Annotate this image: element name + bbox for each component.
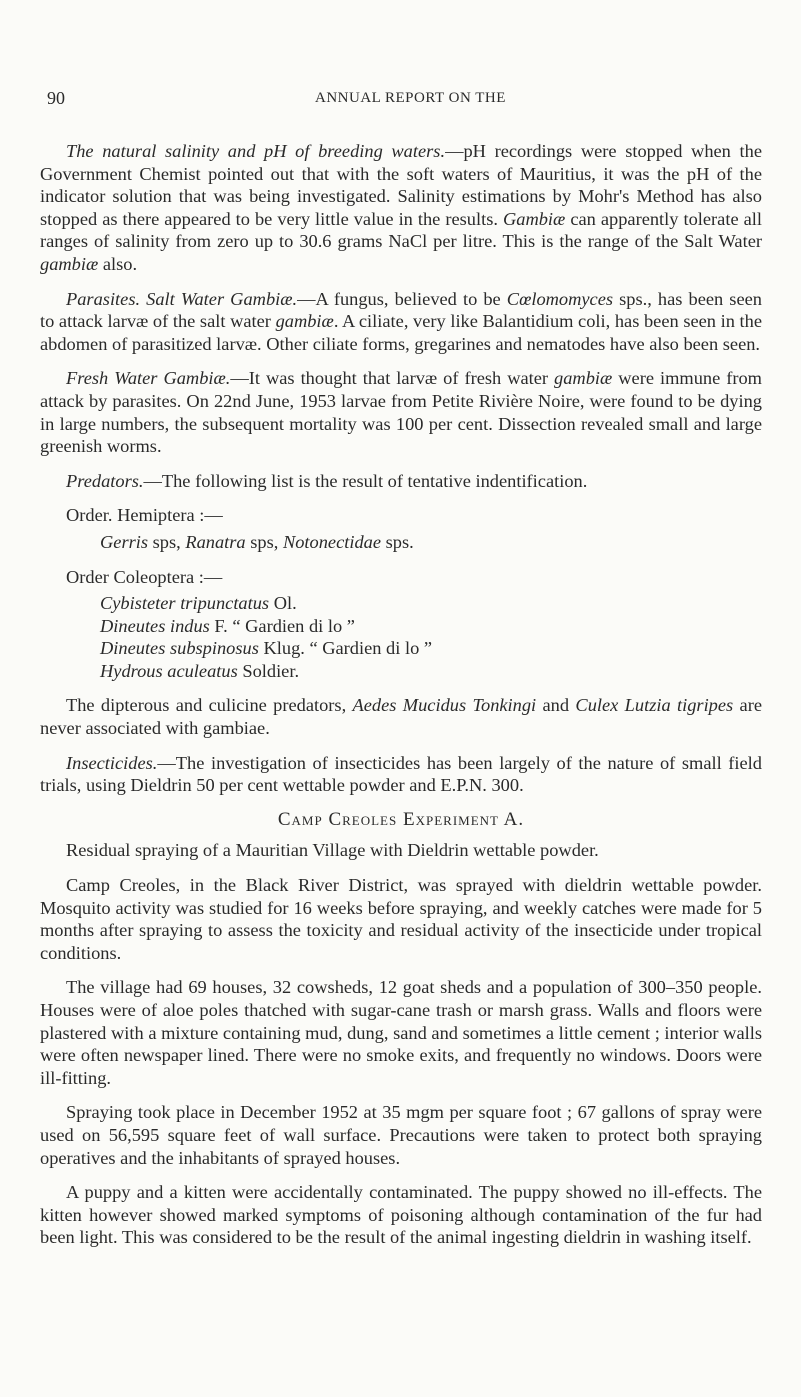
parasites-text-1: —A fungus, believed to be: [297, 288, 507, 309]
page-header: [0, 88, 801, 112]
fresh-text-1: —It was thought that larvæ of fresh water: [230, 368, 555, 389]
taxon-culex: Culex Lutzia tigripes: [575, 695, 734, 716]
page-number: 90: [47, 88, 65, 108]
taxon-name: Cybisteter tripunctatus: [100, 593, 270, 614]
paragraph-predators: [40, 470, 762, 493]
order-coleoptera: Order Coleoptera :—: [66, 566, 223, 587]
taxon-name: Dineutes subspinosus: [100, 638, 259, 659]
insecticides-text: —The investigation of insecticides has been largely of the nature of small field trials, using Dieldrin 50 per cent wettable powder and E.P.N. 300.: [40, 752, 762, 796]
paragraph-salinity: [40, 140, 762, 276]
paragraph-experiment-3: The village had 69 houses, 32 cowsheds, 12 goat sheds and a population of 300–350 people. Houses were of aloe poles thatched with sugar-cane trash or marsh grass. Walls and floors were plastered with a mixture containing mud, dung, sand and sometimes a little cement ; interior walls were often newspaper lined. There were no smoke exits, and frequently no windows. Doors were ill-fitting.: [40, 977, 762, 1088]
paragraph-experiment-2: Camp Creoles, in the Black River District, was sprayed with dieldrin wettable powder. Mosquito activity was studied for 16 weeks before spraying, and weekly catches were made for 5 months after spraying to assess the toxicity and residual activity of the insecticide under tropical conditions.: [40, 875, 762, 963]
coleoptera-item: [40, 637, 762, 660]
sps-text: sps,: [245, 531, 283, 552]
section-heading-experiment: Camp Creoles Experiment A.: [277, 808, 525, 830]
taxon-authority: Soldier.: [237, 660, 300, 681]
taxon-aedes: Aedes Mucidus Tonkingi: [352, 695, 537, 716]
lead-salinity: The natural salinity and pH of breeding waters.: [66, 141, 446, 161]
coleoptera-item: [40, 592, 762, 615]
taxon-coelomomyces: Cœlomomyces: [506, 288, 614, 309]
running-head: ANNUAL REPORT ON THE: [315, 90, 506, 106]
sps-text: sps,: [148, 531, 186, 552]
paragraph-experiment-5: A puppy and a kitten were accidentally contaminated. The puppy showed no ill-effects. The kitten however showed marked symptoms of poisoning although contamination of the fur had been light. This was considered to be the result of the animal ingesting dieldrin in washing itself.: [40, 1182, 762, 1248]
sps-text: sps.: [381, 531, 414, 552]
lead-fresh-water: Fresh Water Gambiæ.: [66, 368, 231, 389]
paragraph-experiment-4: Spraying took place in December 1952 at 35 mgm per square foot ; 67 gallons of spray were used on 56,595 square feet of wall surface. Precautions were taken to protect both spraying operatives and the inhabitants of sprayed houses.: [40, 1102, 762, 1168]
coleoptera-item: [40, 615, 762, 638]
order-hemiptera: Order. Hemiptera :—: [66, 505, 223, 526]
paragraph-fresh-water: [40, 367, 762, 457]
taxon-gambiae: gambiæ: [40, 253, 99, 274]
paragraph-parasites: [40, 288, 762, 356]
salinity-text-1: —pH recordings were stopped when the Government Chemist pointed out that with the soft waters of Mauritius, it was the pH of the indicator solution that was being investigated. Salinity estimations by Mohr's Method has also stopped as there appeared to be very little value in the results.: [40, 141, 762, 229]
taxon-gerris: Gerris: [100, 531, 149, 552]
coleoptera-group: [40, 566, 762, 683]
taxon-name: Hydrous aculeatus: [100, 660, 238, 681]
dipterous-and: and: [536, 695, 576, 716]
lead-predators: Predators.: [66, 470, 144, 491]
taxon-gambiae: Gambiæ: [502, 208, 566, 229]
coleoptera-item: [40, 660, 762, 683]
taxon-name: Dineutes indus: [100, 615, 210, 636]
salinity-text-3: also.: [98, 253, 138, 274]
parasites-text-3: . A ciliate, very like Balantidium coli, has been seen in the abdomen of parasitized larvæ. Other ciliate forms, gregarines and nematodes have also been seen.: [40, 311, 762, 354]
hemiptera-group: [40, 504, 762, 553]
lead-parasites: Parasites. Salt Water Gambiæ.: [66, 288, 298, 309]
taxon-authority: Ol.: [269, 593, 297, 614]
paragraph-insecticides: [40, 752, 762, 797]
dipterous-text-2: are never associated with gambiae.: [40, 695, 762, 739]
predators-text: —The following list is the result of tentative indentification.: [143, 470, 588, 491]
fresh-text-2: were immune from attack by parasites. On 22nd June, 1953 larvae from Petite Rivière Noire, were found to be dying in large numbers, the subsequent mortality was 100 per cent. Dissection revealed small and large greenish worms.: [40, 368, 762, 457]
taxon-gambiae: gambiæ: [554, 368, 613, 389]
paragraph-dipterous: [40, 694, 762, 739]
taxon-authority: Klug. “ Gardien di lo ”: [258, 638, 433, 659]
taxon-ranatra: Ranatra: [185, 531, 246, 552]
taxon-gambiae: gambiæ: [275, 311, 334, 332]
salinity-text-2: can apparently tolerate all ranges of salinity from zero up to 30.6 grams NaCl per litre. This is the range of the Salt Water: [40, 208, 762, 252]
paragraph-experiment-1: Residual spraying of a Mauritian Village with Dieldrin wettable powder.: [66, 840, 599, 861]
document-body: [40, 140, 762, 1249]
lead-insecticides: Insecticides.: [66, 752, 158, 773]
parasites-text-2: sps., has been seen to attack larvæ of the salt water: [40, 288, 762, 332]
taxon-authority: F. “ Gardien di lo ”: [209, 615, 355, 636]
dipterous-text-1: The dipterous and culicine predators,: [66, 695, 353, 716]
taxon-notonectidae: Notonectidae: [282, 531, 382, 552]
hemiptera-list: [40, 531, 762, 554]
